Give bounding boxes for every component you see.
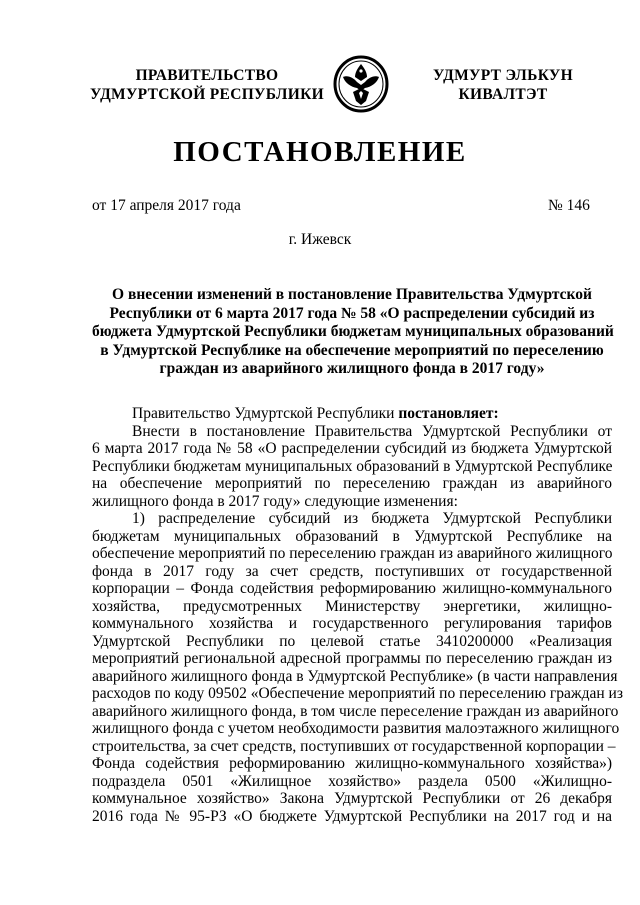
subject-line: О внесении изменений в постановление Правительства Удмуртской	[112, 286, 592, 303]
body-line: Фонда содействия реформированию жилищно-коммунального хозяйства»)	[92, 755, 612, 772]
document-body	[92, 405, 623, 825]
body-line: фонда в 2017 году за счет средств, поступивших от государственной	[92, 562, 612, 580]
header-right	[410, 66, 596, 104]
body-line: Республики бюджетам муниципальных образований в Удмуртской Республике	[92, 457, 613, 475]
body-line: расходов по коду 09502 «Обеспечение мероприятий по переселению граждан из	[92, 685, 623, 702]
body-line: корпорации – Фонда содействия реформированию жилищно-коммунального	[92, 580, 612, 597]
body-line: строительства, за счет средств, поступивших от государственной корпорации –	[92, 737, 616, 755]
intro-text: Правительство Удмуртской Республики	[132, 405, 399, 422]
body-line: Удмуртской Республики по целевой статье 3410200000 «Реализация	[92, 632, 612, 650]
document-date: от 17 апреля 2017 года	[92, 197, 241, 214]
intro-keyword: постановляет:	[398, 405, 499, 422]
subject-line: Республики от 6 марта 2017 года № 58 «О распределении субсидий из	[109, 304, 595, 322]
subject-line: граждан из аварийного жилищного фонда в 2017 году»	[159, 360, 545, 377]
body-line: аварийного жилищного фонда в Удмуртской Республике» (в части направления	[92, 667, 618, 685]
body-line: аварийного жилищного фонда, в том числе переселение граждан из аварийного	[92, 702, 619, 720]
subject-line: в Удмуртской Республике на обеспечение мероприятий по переселению	[100, 341, 604, 359]
udmurt-coat-of-arms-icon	[333, 55, 389, 113]
body-line: 6 марта 2017 года № 58 «О распределении субсидий из бюджета Удмуртской	[92, 440, 612, 457]
subject-line: бюджета Удмуртской Республики бюджетам муниципальных образований	[92, 323, 614, 340]
document-number: № 146	[548, 197, 590, 214]
body-line: коммунальное хозяйство» Закона Удмуртской Республики от 26 декабря	[92, 790, 612, 807]
body-line: мероприятий региональной адресной программы по переселению граждан из	[92, 650, 612, 667]
header-left-line1: ПРАВИТЕЛЬСТВО	[135, 67, 279, 84]
document-city: г. Ижевск	[288, 231, 352, 248]
body-line: подраздела 0501 «Жилищное хозяйство» раздела 0500 «Жилищно-	[92, 772, 612, 790]
body-line: Внести в постановление Правительства Удмуртской Республики от	[132, 422, 612, 440]
body-line: жилищного фонда в 2017 году» следующие изменения:	[92, 492, 458, 510]
body-line: 2016 года № 95-РЗ «О бюджете Удмуртской Республики на 2017 год и на	[92, 807, 612, 825]
body-line: 1) распределение субсидий из бюджета Удмуртской Республики	[132, 510, 612, 527]
body-line: жилищного фонда с учетом необходимости развития малоэтажного жилищного	[92, 720, 620, 737]
header-left	[78, 66, 336, 104]
document-subject	[92, 286, 612, 379]
header-left-line2: УДМУРТСКОЙ РЕСПУБЛИКИ	[89, 86, 324, 103]
body-line: обеспечение мероприятий по переселению граждан из аварийного жилищного	[92, 545, 613, 562]
header-right-line1: УДМУРТ ЭЛЬКУН	[433, 67, 573, 84]
body-line: на обеспечение мероприятий по переселению граждан из аварийного	[92, 475, 612, 492]
body-line: бюджетам муниципальных образований в Удмуртской Республике на	[92, 527, 612, 545]
header-right-line2: КИВАЛТЭТ	[458, 86, 548, 103]
document-title: ПОСТАНОВЛЕНИЕ	[173, 136, 467, 168]
body-intro	[92, 405, 612, 423]
body-line: хозяйства, предусмотренных Министерству энергетики, жилищно-	[92, 597, 612, 615]
body-line: коммунального хозяйства и государственного регулирования тарифов	[92, 615, 612, 632]
